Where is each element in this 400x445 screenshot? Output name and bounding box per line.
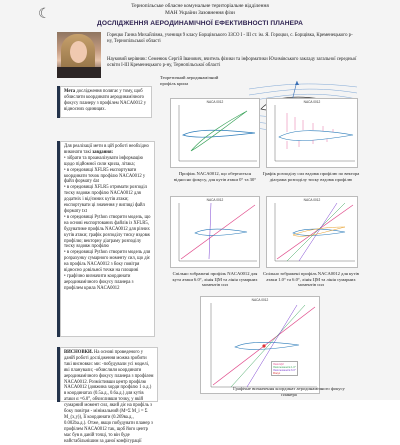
plot-moments-6deg [170, 196, 260, 268]
crescent-moon-icon: ☾ [38, 7, 51, 22]
plot4-caption: Спільно зображені профіль NACA0012 для кутів атаки 1.0° та 6.0°, лінія ЦМ та лінія сумарних моментів сил [263, 271, 359, 288]
task-item: • зібрати та проаналізувати інформацію щодо підйомної сили крила, літака; [64, 155, 144, 167]
goal-lead: Мета [64, 89, 76, 94]
tasks-box [60, 141, 155, 337]
plot5-caption: Графічне визначення координат аеродинамічного фокусу планера [233, 386, 345, 397]
tasks-list [64, 156, 151, 292]
plot-title: NACA 0012 [206, 100, 224, 104]
plot-title: NACA 0012 [303, 198, 321, 202]
plot-airfoil-rotation [170, 98, 260, 168]
task-item: • в середовищі Python створити модель, що на основі експортованих файлів із XFLR5, будуватиме профіль NACA0012 для різних кутів атаки; графік розподілу тиску вздовж профілю; векторну діаграму розподілу тиску вздовж профілю [64, 214, 151, 250]
plot-title: NACA 0012 [251, 298, 269, 302]
plot-focus-determination [200, 296, 320, 394]
goal-box [60, 86, 152, 118]
legend-item: Лінія ЦМ [273, 362, 284, 366]
plot-title: NACA 0012 [303, 100, 321, 104]
poster-title: ДОСЛІДЖЕННЯ АЕРОДИНАМІЧНОЇ ЕФЕКТИВНОСТІ ПЛАНЕРА [97, 20, 303, 27]
conclusions-text: На основі проведеного у даній роботі дослідження можна зробити такі висновки: ми: -побудували усі моделі, які планували; -обчислили координати аеродинамічного фокусу планера з профілем NACA0012. Розмістивши центр профілю NACA0012 (довжина хорди профілю 1 о.д.) в координатах (0.5а.д., 0.6а.д.) для кутів атаки α =6.0°, обчисливши точку, у якій сумарний момент сил, який діє на профіль з боку повітря - мінімальний (M=Σ M_i = Σ M_(x,y)), Її координати (0.269ва.д., 0.002ba.д.). Отже, якщо побудувати планер з профілем NACA0012 так, щоб його центр мас був в даній точці, то він буде найстабільнішим за даної конфігурації [64, 350, 154, 444]
legend-item: Фокус [273, 371, 281, 375]
advisor-info: Науковий керівник: Семенюк Сергій Іванович, вчитель фізики та інформатики Юхимівського закладу загальної середньої освіти І-ІІІ Кременецького р-ну, Тернопільської області [107, 57, 357, 69]
illustration-caption: Теоретичний аеродинамічний профіль крила [160, 75, 219, 86]
plot1-caption: Профіль NACA0012, що обертається відносно фокусу, для кутів атаки 0° та 30° [173, 171, 257, 182]
legend-item: Лінія моментів 1.0° [273, 365, 296, 369]
plot5-legend [271, 361, 298, 376]
task-item: • в середовищі Python створити модель для розрахунку сумарного моменту сил, що діє на профіль NACA0012 з боку повітря відносно довільної точки на площині [64, 250, 151, 274]
plot3-caption: Спільно зображені профіль NACA0012 для кута атаки 6.0°, лінія ЦМ та лінія сумарних моментів сил [172, 271, 258, 288]
organization-line: Тернопільське обласне комунальне територіальне відділення [131, 3, 269, 9]
plot-moments-two-angles [266, 196, 358, 268]
author-info: Горецко Ганна Михайлівна, учениця 9 класу Борщівського ЗЗСО І - ІІІ ст. ім. Я. Гороцки, с. Борщівка, Кременецького р-ну, Тернопільської області [107, 33, 353, 45]
organization-subline: МАН України Зазовнення фізи [165, 10, 235, 16]
conclusions-box [60, 347, 158, 444]
plot-pressure-distribution [266, 98, 358, 168]
plot2-caption: Графік розподілу сил вздовж профілю по вектора діаграма розподілу тиску вздовж профілю [262, 171, 360, 182]
legend-item: Лінія моментів 6.0° [273, 368, 296, 372]
plot-title: NACA 0012 [206, 198, 224, 202]
goal-text: дослідження полягає у тому, щоб обчислити координати аеродинамічного фокусу планеру з профілем NACA0012 у відносних одиницях. [64, 89, 147, 112]
conclusions-lead: ВИСНОВКИ. [64, 350, 93, 355]
task-item: • в середовищі XFLR5 отримати розподіл тиску вздовж профілю NACA0012 для додатніх і від'ємних кутів атаки; експортувати ці значення у вигляді файл формату txt [64, 185, 147, 214]
tasks-intro: Для реалізації мети в цій роботі необхідно виконати такі завдання: [64, 144, 149, 155]
author-photo [57, 32, 101, 78]
task-item: • графічно визначити координати аеродинамічного фокусу планера з профілем крила NACA0012 [64, 273, 134, 291]
task-item: • в середовищі XFLR5 експортувати координати точок профілю NACA0012 у файл формату dat [64, 167, 146, 185]
